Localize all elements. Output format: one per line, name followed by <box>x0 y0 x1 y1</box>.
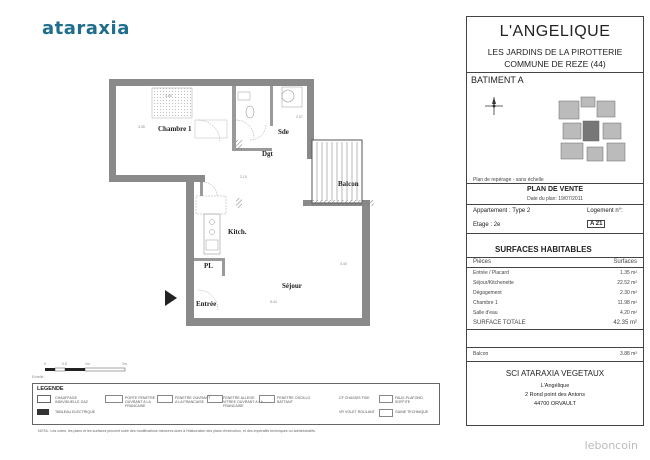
company-line2: 2 Rond point des Antons <box>525 392 585 398</box>
surface-total: SURFACE TOTALE 42.35 m² <box>473 320 637 326</box>
logement-label: Logement n°: <box>587 208 623 214</box>
dim-6: 2.10 <box>240 175 247 179</box>
legend-item: GAINE TECHNIQUE <box>395 410 429 414</box>
room-balcon: Balcon <box>338 180 359 188</box>
surface-row: Chambre 1 11.98 m² <box>473 300 637 306</box>
surface-row: Séjour/Kitchenette 22.52 m² <box>473 280 637 286</box>
scale-bar <box>32 362 127 379</box>
etage: Etage : 2e <box>473 222 501 228</box>
legend-item: FENETRE ALLEGE VITREE OUVRANT A LA FRANCAISE <box>223 396 263 408</box>
company-line3: 44700 ORVAULT <box>534 401 576 407</box>
site-plan-caption: Plan de repérage - sans échelle <box>473 177 544 183</box>
project-commune: COMMUNE DE REZE (44) <box>504 59 606 69</box>
project-name: L'ANGELIQUE <box>499 23 611 40</box>
room-chambre: Chambre 1 <box>158 125 192 133</box>
svg-text:0.5: 0.5 <box>62 362 67 366</box>
dim-3: 3.40 <box>340 262 347 266</box>
dim-1: 3.60 <box>165 94 172 98</box>
balcon-row: Balcon 3.88 m² <box>473 351 637 357</box>
legend-item: CF CHASSIS FIXE <box>339 396 370 400</box>
watermark: leboncoin <box>584 439 638 452</box>
room-dgt: Dgt <box>262 150 273 158</box>
surface-row: Dégagement 2.30 m² <box>473 290 637 296</box>
room-sde: Sde <box>278 128 289 136</box>
surface-row: Salle d'eau 4.20 m² <box>473 310 637 316</box>
dim-2: 3.35 <box>138 125 145 129</box>
surface-row: Entrée / Placard 1.35 m² <box>473 270 637 276</box>
entrance-arrow <box>165 290 177 306</box>
compass-icon <box>483 95 505 117</box>
legend-item: FAUX-PLAFOND, SOFFITE <box>395 396 424 404</box>
room-kitch: Kitch. <box>228 228 247 236</box>
company-name: SCI ATARAXIA VEGETAUX <box>505 369 605 378</box>
svg-text:1m: 1m <box>85 362 90 366</box>
surfaces-title: SURFACES HABITABLES <box>495 245 592 254</box>
logement-number: A 21 <box>587 220 605 228</box>
legend-item: FENETRE OUVRANT A LA FRANCAISE <box>175 396 211 404</box>
site-plan-thumbnail <box>549 93 639 173</box>
legend-item: PORTE FENETRE OUVRANT A LA FRANCAISE <box>125 396 156 408</box>
legend-item: CHAUFFAGE INDIVIDUELLE GAZ <box>55 396 88 404</box>
svg-text:2m: 2m <box>122 362 127 366</box>
company-line1: L'Angélique <box>540 383 570 389</box>
surfaces-header: Pièces Surfaces <box>473 259 637 265</box>
building-label: BATIMENT A <box>471 75 524 85</box>
legend-item: TABLEAU ELECTRIQUE <box>55 410 96 414</box>
legend-note: NOTA : Les cotes, les plans et les surfaces peuvent subir des modifications mineures dues à l'élaboration des plans d'exécution, et des impératifs techniques ou administratifs. <box>38 429 316 433</box>
svg-text:0: 0 <box>44 362 46 366</box>
room-entree: Entrée <box>196 300 217 308</box>
legend-item: FENETRE OSCILLO BATTANT <box>277 396 311 404</box>
brand-logo: ataraxia <box>42 18 130 39</box>
legend <box>32 383 440 425</box>
svg-text:Echelle :: Echelle : <box>32 375 46 379</box>
dim-5: 2.07 <box>296 115 303 119</box>
info-panel <box>466 16 644 426</box>
sale-plan-date: Date du plan: 19/07/2011 <box>527 196 583 202</box>
project-subtitle: LES JARDINS DE LA PIROTTERIE <box>487 47 623 57</box>
legend-title: LEGENDE <box>37 386 64 392</box>
apartment-type: Appartement : Type 2 <box>473 208 531 214</box>
room-sejour: Séjour <box>282 282 302 290</box>
sale-plan-title: PLAN DE VENTE <box>526 186 583 193</box>
legend-item: VR VOLET ROULANT <box>339 410 375 414</box>
dim-4: 5.44 <box>270 300 277 304</box>
room-pl: PL <box>204 262 213 270</box>
